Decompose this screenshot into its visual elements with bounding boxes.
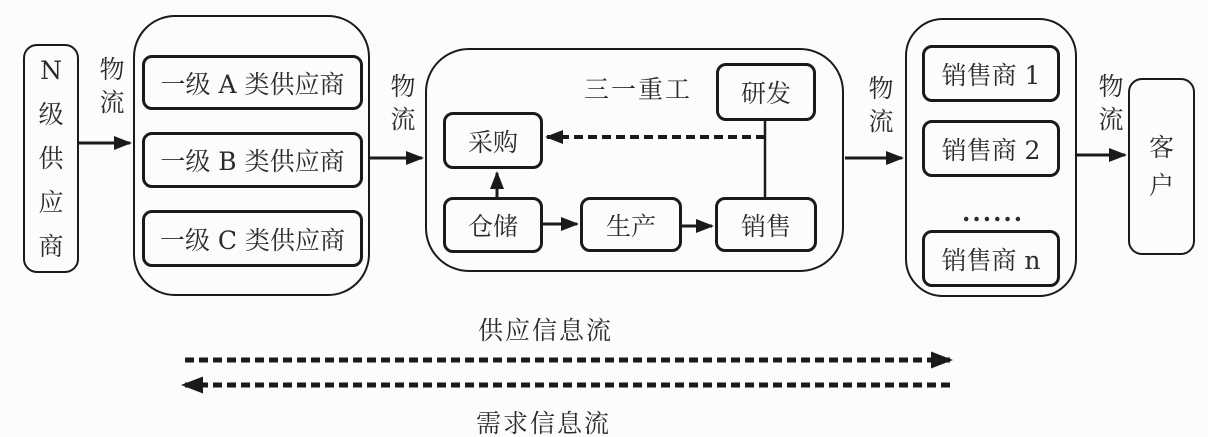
- tier1-supplier-b-box: 一级 B 类供应商: [142, 132, 363, 188]
- rd-box: 研发: [716, 63, 816, 121]
- logistics-label-2: 物流: [390, 72, 416, 134]
- logistics-label-4: 物流: [1098, 72, 1124, 134]
- logistics-label-3: 物流: [868, 74, 894, 136]
- sales-box: 销售: [715, 197, 817, 252]
- procurement-box: 采购: [443, 112, 543, 169]
- customer-box: [1128, 78, 1195, 255]
- warehousing-box: 仓储: [443, 197, 543, 253]
- dealers-ellipsis: ......: [962, 198, 1025, 227]
- n-tier-supplier-label: N级供应商: [38, 55, 64, 261]
- supply-info-flow-label: 供应信息流: [478, 316, 614, 345]
- logistics-label-1: 物流: [99, 55, 125, 117]
- demand-info-flow-label: 需求信息流: [476, 409, 612, 437]
- dealer-n-box: 销售商 n: [922, 230, 1060, 287]
- production-box: 生产: [580, 197, 682, 252]
- customer-label: 客户: [1148, 132, 1174, 200]
- n-tier-supplier-box: [23, 44, 79, 273]
- tier1-supplier-c-box: 一级 C 类供应商: [142, 210, 363, 267]
- sany-title: 三一重工: [584, 75, 693, 104]
- tier1-supplier-a-box: 一级 A 类供应商: [142, 55, 363, 110]
- dealer-2-box: 销售商 2: [922, 120, 1060, 177]
- dealer-1-box: 销售商 1: [922, 45, 1060, 102]
